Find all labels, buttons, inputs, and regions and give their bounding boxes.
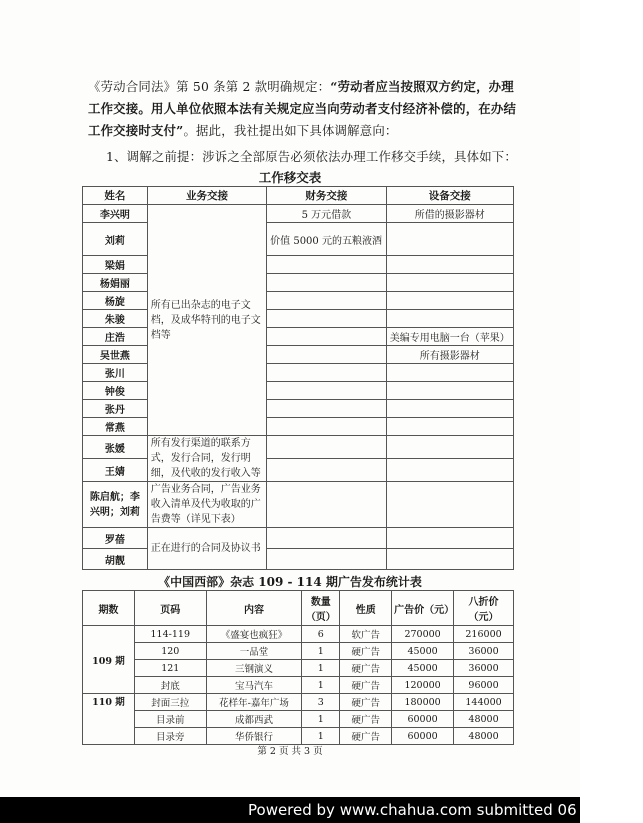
table-row xyxy=(83,549,514,570)
business-cell: 广告业务合同，广告业务收入清单及代为收取的广告费等（详见下表） xyxy=(147,482,266,528)
header-type: 性质 xyxy=(340,591,392,626)
table-row xyxy=(83,711,514,728)
finance-cell xyxy=(267,328,386,346)
cell: 硬广告 xyxy=(340,677,392,694)
finance-cell xyxy=(267,364,386,382)
cell: 硬广告 xyxy=(340,643,392,660)
header-issue: 期数 xyxy=(83,591,135,626)
cell: 花样年-嘉年广场 xyxy=(206,694,302,711)
cell: 36000 xyxy=(454,643,514,660)
equipment-cell xyxy=(386,528,513,549)
header-price: 广告价（元） xyxy=(392,591,454,626)
finance-cell xyxy=(267,528,386,549)
cell: 36000 xyxy=(454,660,514,677)
equipment-cell xyxy=(386,382,513,400)
cell: 封面三拉 xyxy=(134,694,206,711)
cell: 48000 xyxy=(454,728,514,745)
name-cell: 杨旋 xyxy=(83,292,148,310)
finance-cell xyxy=(267,459,386,482)
name-cell: 王婧 xyxy=(83,459,148,482)
cell: 华侨银行 xyxy=(206,728,302,745)
finance-cell xyxy=(267,274,386,292)
name-cell: 张媛 xyxy=(83,436,148,459)
finance-cell: 价值 5000 元的五粮液酒 xyxy=(267,223,386,256)
handover-table xyxy=(82,186,514,570)
table-row xyxy=(83,328,514,346)
issue-cell: 110 期 xyxy=(83,694,135,745)
law-citation-prefix: 《劳动合同法》第 50 条第 2 款明确规定： xyxy=(88,79,331,94)
cell: 96000 xyxy=(454,677,514,694)
table-row xyxy=(83,274,514,292)
table-row xyxy=(83,643,514,660)
equipment-cell xyxy=(386,256,513,274)
table-row xyxy=(83,205,514,223)
finance-cell xyxy=(267,549,386,570)
equipment-cell: 美编专用电脑一台（苹果） xyxy=(386,328,513,346)
table-row xyxy=(83,660,514,677)
cell: 目录前 xyxy=(134,711,206,728)
table-row xyxy=(83,528,514,549)
finance-cell xyxy=(267,482,386,528)
name-cell: 钟俊 xyxy=(83,382,148,400)
cell: 一品堂 xyxy=(206,643,302,660)
finance-cell xyxy=(267,310,386,328)
finance-cell xyxy=(267,400,386,418)
watermark-banner: Powered by www.chahua.com submitted 06 Mar 201 xyxy=(0,797,580,823)
cell: 封底 xyxy=(134,677,206,694)
table1-title: 工作移交表 xyxy=(258,170,322,185)
law-citation-suffix: 。据此，我社提出如下具体调解意向： xyxy=(183,123,398,138)
cell: 48000 xyxy=(454,711,514,728)
finance-cell xyxy=(267,292,386,310)
name-cell: 陈启航；李兴明；刘莉 xyxy=(83,482,148,528)
cell: 144000 xyxy=(454,694,514,711)
cell: 270000 xyxy=(392,626,454,643)
cell: 成都西武 xyxy=(206,711,302,728)
equipment-cell: 所有摄影器材 xyxy=(386,346,513,364)
table-row xyxy=(83,292,514,310)
header-business: 业务交接 xyxy=(147,187,266,205)
cell: 硬广告 xyxy=(340,728,392,745)
cell: 硬广告 xyxy=(340,711,392,728)
name-cell: 张川 xyxy=(83,364,148,382)
cell: 1 xyxy=(302,660,340,677)
cell: 120000 xyxy=(392,677,454,694)
equipment-cell xyxy=(386,292,513,310)
equipment-cell: 所借的摄影器材 xyxy=(386,205,513,223)
header-finance: 财务交接 xyxy=(267,187,386,205)
table-row xyxy=(83,418,514,436)
cell: 1 xyxy=(302,643,340,660)
name-cell: 梁娟 xyxy=(83,256,148,274)
cell: 120 xyxy=(134,643,206,660)
header-page: 页码 xyxy=(134,591,206,626)
table-row xyxy=(83,728,514,745)
cell: 《盛宴也疯狂》 xyxy=(206,626,302,643)
header-name: 姓名 xyxy=(83,187,148,205)
name-cell: 胡靓 xyxy=(83,549,148,570)
cell: 三钢演义 xyxy=(206,660,302,677)
table-row xyxy=(83,677,514,694)
equipment-cell xyxy=(386,482,513,528)
table-row xyxy=(83,400,514,418)
business-cell: 正在进行的合同及协议书 xyxy=(147,528,266,570)
table-row xyxy=(83,364,514,382)
cell: 45000 xyxy=(392,660,454,677)
business-cell: 所有已出杂志的电子文档，及成华特刊的电子文档等 xyxy=(147,205,266,436)
equipment-cell xyxy=(386,549,513,570)
cell: 114-119 xyxy=(134,626,206,643)
table-header-row xyxy=(83,187,514,205)
table-row xyxy=(83,310,514,328)
ad-statistics-table xyxy=(82,590,514,745)
name-cell: 杨娟丽 xyxy=(83,274,148,292)
table-header-row xyxy=(83,591,514,626)
name-cell: 朱骏 xyxy=(83,310,148,328)
issue-cell: 109 期 xyxy=(83,626,135,694)
equipment-cell xyxy=(386,223,513,256)
equipment-cell xyxy=(386,364,513,382)
cell: 60000 xyxy=(392,711,454,728)
page-footer: 第 2 页 共 3 页 xyxy=(257,746,323,757)
paragraph-mediation-premise: 1、调解之前提：涉诉之全部原告必须依法办理工作移交手续，具体如下： xyxy=(106,149,517,164)
table-row xyxy=(83,694,514,711)
name-cell: 常燕 xyxy=(83,418,148,436)
paragraph-law-citation xyxy=(88,76,520,142)
table2-title: 《中国西部》杂志 109 - 114 期广告发布统计表 xyxy=(158,575,422,589)
cell: 1 xyxy=(302,711,340,728)
table-row xyxy=(83,256,514,274)
equipment-cell xyxy=(386,310,513,328)
cell: 1 xyxy=(302,728,340,745)
finance-cell xyxy=(267,436,386,459)
cell: 硬广告 xyxy=(340,694,392,711)
law-citation-quote: “劳动者应当按照双方约定，办理工作交接。用人单位依照本法有关规定应当向劳动者支付经济补偿的，在办结工作交接时支付” xyxy=(88,79,517,138)
equipment-cell xyxy=(386,400,513,418)
cell: 宝马汽车 xyxy=(206,677,302,694)
table-row xyxy=(83,346,514,364)
header-equipment: 设备交接 xyxy=(386,187,513,205)
equipment-cell xyxy=(386,459,513,482)
equipment-cell xyxy=(386,418,513,436)
business-cell: 所有发行渠道的联系方式，发行合同，发行明细，及代收的发行收入等 xyxy=(147,436,266,482)
cell: 硬广告 xyxy=(340,660,392,677)
finance-cell xyxy=(267,418,386,436)
cell: 45000 xyxy=(392,643,454,660)
header-content: 内容 xyxy=(206,591,302,626)
equipment-cell xyxy=(386,274,513,292)
name-cell: 李兴明 xyxy=(83,205,148,223)
equipment-cell xyxy=(386,436,513,459)
name-cell: 刘莉 xyxy=(83,223,148,256)
cell: 目录旁 xyxy=(134,728,206,745)
table-row xyxy=(83,626,514,643)
cell: 软广告 xyxy=(340,626,392,643)
header-quantity: 数量（页） xyxy=(302,591,340,626)
cell: 216000 xyxy=(454,626,514,643)
finance-cell xyxy=(267,256,386,274)
name-cell: 张丹 xyxy=(83,400,148,418)
cell: 121 xyxy=(134,660,206,677)
table-row xyxy=(83,223,514,256)
name-cell: 吴世燕 xyxy=(83,346,148,364)
cell: 1 xyxy=(302,677,340,694)
cell: 60000 xyxy=(392,728,454,745)
table-row xyxy=(83,482,514,528)
table-row xyxy=(83,436,514,459)
cell: 180000 xyxy=(392,694,454,711)
finance-cell xyxy=(267,382,386,400)
cell: 6 xyxy=(302,626,340,643)
name-cell: 庄浩 xyxy=(83,328,148,346)
table-row xyxy=(83,382,514,400)
name-cell: 罗蓓 xyxy=(83,528,148,549)
cell: 3 xyxy=(302,694,340,711)
finance-cell xyxy=(267,346,386,364)
header-discount-price: 八折价（元） xyxy=(454,591,514,626)
table-row xyxy=(83,459,514,482)
finance-cell: 5 万元借款 xyxy=(267,205,386,223)
